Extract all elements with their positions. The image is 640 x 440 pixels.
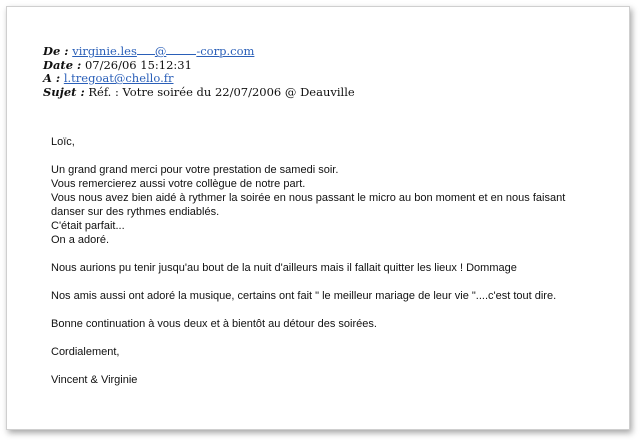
scanned-letter	[6, 6, 630, 430]
greeting-text: Loïc,	[51, 136, 75, 148]
date-label: Date :	[43, 57, 82, 72]
body-line: On a adoré.	[51, 234, 110, 246]
date-row	[43, 59, 355, 73]
signature	[51, 373, 621, 387]
signature-text: Vincent & Virginie	[51, 374, 138, 386]
body-line: Nos amis aussi ont adoré la musique, certains ont fait " le meilleur mariage de leur vie "....c'est tout dire.	[51, 290, 557, 302]
from-domain: -corp.com	[196, 44, 255, 58]
greeting	[51, 135, 621, 149]
to-label: A :	[43, 71, 61, 85]
from-at: @	[154, 44, 167, 58]
body-line: Vous nous avez bien aidé à rythmer la soirée en nous passant le micro au bon moment et en nous faisant	[51, 192, 566, 204]
subject-label: Sujet :	[43, 84, 85, 99]
to-row	[43, 72, 355, 86]
from-address[interactable]	[72, 44, 254, 58]
body-line: C'était parfait...	[51, 220, 125, 232]
paragraph-wishes	[51, 317, 621, 331]
subject-row	[43, 86, 355, 100]
closing	[51, 345, 621, 359]
from-user: virginie.les	[72, 44, 137, 58]
date-value: 07/26/06 15:12:31	[84, 57, 192, 72]
from-label: De :	[43, 44, 69, 58]
body-line: Bonne continuation à vous deux et à bientôt au détour des soirées.	[51, 318, 377, 330]
letter-body	[51, 135, 621, 401]
paragraph-thanks	[51, 163, 621, 247]
closing-text: Cordialement,	[51, 346, 120, 358]
email-header	[43, 45, 355, 99]
body-line: Nous aurions pu tenir jusqu'au bout de la nuit d'ailleurs mais il fallait quitter les lieux ! Dommage	[51, 262, 517, 274]
paragraph-friends	[51, 289, 621, 303]
paragraph-night	[51, 261, 621, 275]
redacted-mark	[137, 45, 155, 55]
redacted-mark	[166, 45, 196, 55]
body-line: Vous remercierez aussi votre collègue de notre part.	[51, 178, 306, 190]
body-line: danser sur des rythmes endiablés.	[51, 206, 220, 218]
body-line: Un grand grand merci pour votre prestation de samedi soir.	[51, 164, 339, 176]
subject-value: Réf. : Votre soirée du 22/07/2006 @ Deauville	[88, 84, 355, 99]
to-address[interactable]: l.tregoat@chello.fr	[63, 71, 174, 85]
from-row	[43, 45, 355, 59]
